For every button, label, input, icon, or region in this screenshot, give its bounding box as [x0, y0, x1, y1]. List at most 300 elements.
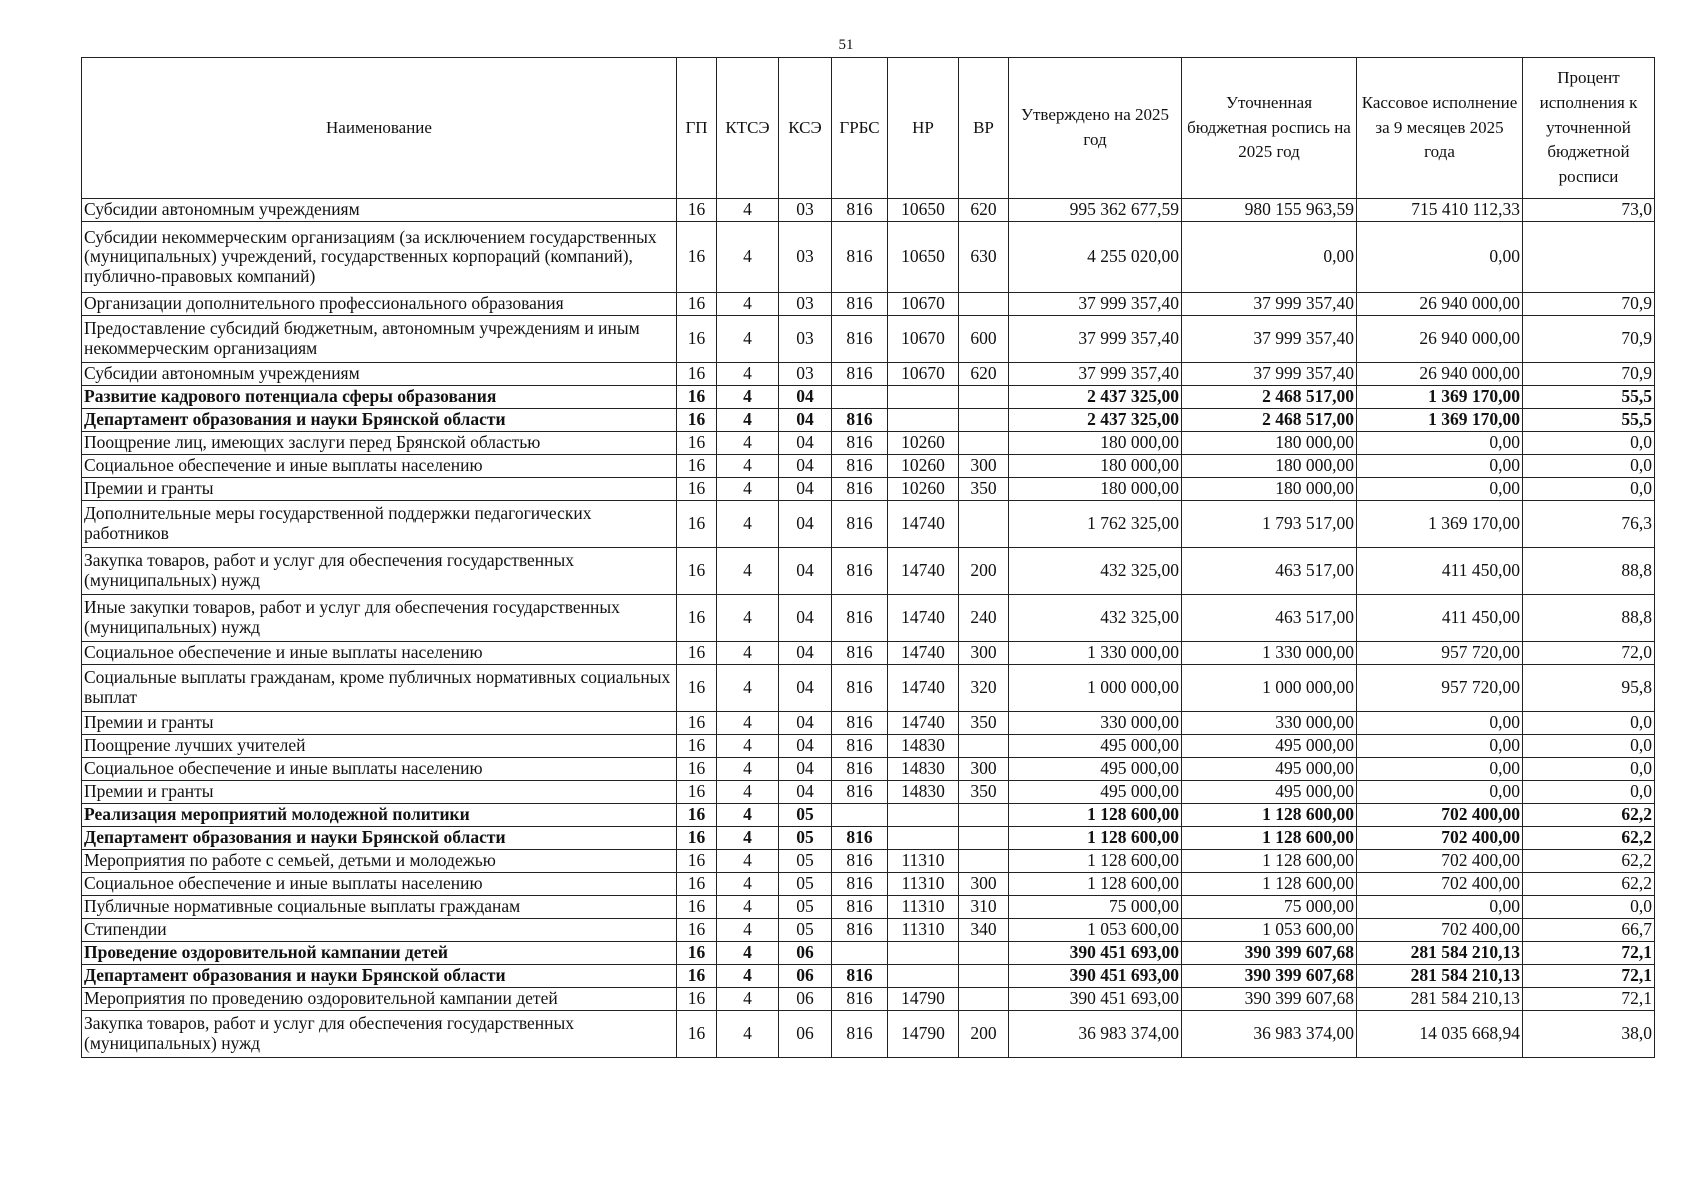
- cell-kse: 06: [779, 965, 832, 988]
- cell-kse: 05: [779, 804, 832, 827]
- cell-grbs: [832, 804, 888, 827]
- cell-nr: [888, 827, 959, 850]
- cell-kse: 04: [779, 548, 832, 595]
- cell-approved: 495 000,00: [1009, 758, 1182, 781]
- cell-gp: 16: [677, 199, 717, 222]
- cell-grbs: 816: [832, 363, 888, 386]
- table-row: [82, 501, 1655, 548]
- cell-name: Закупка товаров, работ и услуг для обеспечения государственных (муниципальных) нужд: [82, 1011, 677, 1058]
- cell-nr: 10260: [888, 432, 959, 455]
- cell-cash: 0,00: [1357, 712, 1523, 735]
- cell-cash: 281 584 210,13: [1357, 965, 1523, 988]
- cell-percent: 0,0: [1523, 781, 1655, 804]
- cell-percent: 72,1: [1523, 942, 1655, 965]
- cell-refined: 390 399 607,68: [1182, 965, 1357, 988]
- cell-refined: 390 399 607,68: [1182, 942, 1357, 965]
- cell-approved: 495 000,00: [1009, 781, 1182, 804]
- cell-grbs: 816: [832, 316, 888, 363]
- cell-vr: [959, 432, 1009, 455]
- cell-gp: 16: [677, 386, 717, 409]
- cell-approved: 330 000,00: [1009, 712, 1182, 735]
- table-row: [82, 409, 1655, 432]
- header-refined: Уточненная бюджетная роспись на 2025 год: [1182, 58, 1357, 199]
- cell-nr: [888, 409, 959, 432]
- cell-percent: 55,5: [1523, 409, 1655, 432]
- cell-refined: 495 000,00: [1182, 781, 1357, 804]
- cell-gp: 16: [677, 942, 717, 965]
- table-row: [82, 665, 1655, 712]
- cell-nr: [888, 386, 959, 409]
- cell-cash: 0,00: [1357, 432, 1523, 455]
- cell-cash: 26 940 000,00: [1357, 363, 1523, 386]
- cell-vr: [959, 386, 1009, 409]
- cell-grbs: 816: [832, 293, 888, 316]
- cell-approved: 37 999 357,40: [1009, 363, 1182, 386]
- cell-approved: 2 437 325,00: [1009, 386, 1182, 409]
- cell-ktse: 4: [717, 942, 779, 965]
- cell-ktse: 4: [717, 758, 779, 781]
- cell-approved: 1 762 325,00: [1009, 501, 1182, 548]
- cell-nr: [888, 804, 959, 827]
- table-row: [82, 781, 1655, 804]
- cell-cash: 0,00: [1357, 735, 1523, 758]
- cell-cash: 957 720,00: [1357, 642, 1523, 665]
- cell-nr: [888, 942, 959, 965]
- cell-kse: 04: [779, 595, 832, 642]
- cell-percent: 0,0: [1523, 896, 1655, 919]
- cell-cash: 702 400,00: [1357, 873, 1523, 896]
- cell-grbs: 816: [832, 478, 888, 501]
- cell-ktse: 4: [717, 548, 779, 595]
- cell-approved: 390 451 693,00: [1009, 965, 1182, 988]
- cell-ktse: 4: [717, 316, 779, 363]
- cell-percent: 0,0: [1523, 712, 1655, 735]
- cell-nr: 14740: [888, 501, 959, 548]
- cell-ktse: 4: [717, 873, 779, 896]
- cell-vr: [959, 501, 1009, 548]
- cell-name: Мероприятия по работе с семьей, детьми и молодежью: [82, 850, 677, 873]
- cell-nr: 14830: [888, 781, 959, 804]
- cell-refined: 495 000,00: [1182, 758, 1357, 781]
- cell-cash: 0,00: [1357, 896, 1523, 919]
- cell-vr: 350: [959, 478, 1009, 501]
- cell-cash: 281 584 210,13: [1357, 942, 1523, 965]
- cell-percent: 0,0: [1523, 432, 1655, 455]
- cell-percent: 72,0: [1523, 642, 1655, 665]
- cell-kse: 05: [779, 896, 832, 919]
- cell-percent: 76,3: [1523, 501, 1655, 548]
- cell-approved: 1 128 600,00: [1009, 873, 1182, 896]
- cell-grbs: 816: [832, 896, 888, 919]
- cell-percent: 70,9: [1523, 363, 1655, 386]
- table-row: [82, 222, 1655, 293]
- cell-ktse: 4: [717, 432, 779, 455]
- table-row: [82, 942, 1655, 965]
- cell-ktse: 4: [717, 988, 779, 1011]
- cell-kse: 04: [779, 478, 832, 501]
- cell-nr: 14740: [888, 665, 959, 712]
- table-row: [82, 199, 1655, 222]
- cell-cash: 14 035 668,94: [1357, 1011, 1523, 1058]
- cell-kse: 04: [779, 758, 832, 781]
- cell-ktse: 4: [717, 712, 779, 735]
- cell-nr: 10670: [888, 363, 959, 386]
- cell-vr: [959, 988, 1009, 1011]
- table-body: [82, 199, 1655, 1058]
- cell-percent: 55,5: [1523, 386, 1655, 409]
- cell-percent: 88,8: [1523, 595, 1655, 642]
- cell-grbs: 816: [832, 827, 888, 850]
- cell-vr: 300: [959, 455, 1009, 478]
- cell-refined: 980 155 963,59: [1182, 199, 1357, 222]
- cell-name: Субсидии некоммерческим организациям (за исключением государственных (муниципальных) учреждений, государственных корпораций (компаний), публично-правовых компаний): [82, 222, 677, 293]
- cell-gp: 16: [677, 827, 717, 850]
- cell-percent: 62,2: [1523, 804, 1655, 827]
- table-row: [82, 896, 1655, 919]
- cell-name: Премии и гранты: [82, 478, 677, 501]
- cell-grbs: 816: [832, 988, 888, 1011]
- cell-gp: 16: [677, 222, 717, 293]
- cell-grbs: 816: [832, 199, 888, 222]
- cell-cash: 715 410 112,33: [1357, 199, 1523, 222]
- table-header: [82, 58, 1655, 199]
- cell-gp: 16: [677, 781, 717, 804]
- cell-kse: 03: [779, 293, 832, 316]
- cell-cash: 702 400,00: [1357, 827, 1523, 850]
- cell-grbs: [832, 386, 888, 409]
- cell-vr: 200: [959, 1011, 1009, 1058]
- cell-approved: 432 325,00: [1009, 595, 1182, 642]
- cell-percent: 66,7: [1523, 919, 1655, 942]
- cell-cash: 26 940 000,00: [1357, 316, 1523, 363]
- cell-nr: 14830: [888, 735, 959, 758]
- cell-vr: [959, 735, 1009, 758]
- cell-approved: 1 053 600,00: [1009, 919, 1182, 942]
- cell-grbs: 816: [832, 222, 888, 293]
- cell-refined: 180 000,00: [1182, 432, 1357, 455]
- cell-grbs: 816: [832, 781, 888, 804]
- cell-name: Социальные выплаты гражданам, кроме публичных нормативных социальных выплат: [82, 665, 677, 712]
- cell-refined: 1 128 600,00: [1182, 850, 1357, 873]
- cell-gp: 16: [677, 548, 717, 595]
- cell-nr: 14740: [888, 595, 959, 642]
- cell-percent: 88,8: [1523, 548, 1655, 595]
- cell-kse: 03: [779, 363, 832, 386]
- cell-ktse: 4: [717, 222, 779, 293]
- cell-name: Мероприятия по проведению оздоровительной кампании детей: [82, 988, 677, 1011]
- cell-percent: [1523, 222, 1655, 293]
- cell-refined: 463 517,00: [1182, 548, 1357, 595]
- cell-name: Департамент образования и науки Брянской области: [82, 827, 677, 850]
- cell-cash: 26 940 000,00: [1357, 293, 1523, 316]
- cell-ktse: 4: [717, 781, 779, 804]
- table-row: [82, 873, 1655, 896]
- cell-refined: 1 128 600,00: [1182, 827, 1357, 850]
- cell-kse: 04: [779, 735, 832, 758]
- cell-name: Департамент образования и науки Брянской области: [82, 409, 677, 432]
- cell-vr: 600: [959, 316, 1009, 363]
- cell-kse: 04: [779, 455, 832, 478]
- cell-approved: 4 255 020,00: [1009, 222, 1182, 293]
- cell-nr: 10670: [888, 293, 959, 316]
- cell-vr: 300: [959, 642, 1009, 665]
- table-row: [82, 827, 1655, 850]
- cell-vr: 310: [959, 896, 1009, 919]
- cell-vr: 200: [959, 548, 1009, 595]
- header-approved: Утверждено на 2025 год: [1009, 58, 1182, 199]
- cell-ktse: 4: [717, 455, 779, 478]
- cell-refined: 463 517,00: [1182, 595, 1357, 642]
- cell-name: Предоставление субсидий бюджетным, автономным учреждениям и иным некоммерческим организациям: [82, 316, 677, 363]
- cell-approved: 180 000,00: [1009, 432, 1182, 455]
- cell-ktse: 4: [717, 595, 779, 642]
- cell-nr: 11310: [888, 850, 959, 873]
- cell-approved: 36 983 374,00: [1009, 1011, 1182, 1058]
- cell-ktse: 4: [717, 1011, 779, 1058]
- cell-grbs: 816: [832, 873, 888, 896]
- table-row: [82, 386, 1655, 409]
- cell-nr: 11310: [888, 919, 959, 942]
- cell-refined: 1 128 600,00: [1182, 873, 1357, 896]
- cell-gp: 16: [677, 363, 717, 386]
- cell-ktse: 4: [717, 478, 779, 501]
- cell-nr: 14740: [888, 642, 959, 665]
- cell-refined: 37 999 357,40: [1182, 293, 1357, 316]
- cell-grbs: 816: [832, 1011, 888, 1058]
- cell-approved: 995 362 677,59: [1009, 199, 1182, 222]
- cell-name: Проведение оздоровительной кампании детей: [82, 942, 677, 965]
- cell-grbs: 816: [832, 409, 888, 432]
- cell-percent: 0,0: [1523, 735, 1655, 758]
- cell-cash: 702 400,00: [1357, 919, 1523, 942]
- cell-name: Организации дополнительного профессионального образования: [82, 293, 677, 316]
- cell-vr: [959, 850, 1009, 873]
- cell-grbs: [832, 942, 888, 965]
- cell-nr: 14830: [888, 758, 959, 781]
- cell-name: Развитие кадрового потенциала сферы образования: [82, 386, 677, 409]
- cell-refined: 36 983 374,00: [1182, 1011, 1357, 1058]
- cell-grbs: 816: [832, 501, 888, 548]
- cell-ktse: 4: [717, 363, 779, 386]
- cell-kse: 04: [779, 409, 832, 432]
- cell-vr: 320: [959, 665, 1009, 712]
- cell-refined: 0,00: [1182, 222, 1357, 293]
- cell-refined: 37 999 357,40: [1182, 363, 1357, 386]
- cell-percent: 62,2: [1523, 873, 1655, 896]
- cell-cash: 0,00: [1357, 781, 1523, 804]
- cell-grbs: 816: [832, 758, 888, 781]
- cell-approved: 390 451 693,00: [1009, 942, 1182, 965]
- cell-refined: 1 053 600,00: [1182, 919, 1357, 942]
- cell-percent: 0,0: [1523, 478, 1655, 501]
- cell-kse: 04: [779, 432, 832, 455]
- cell-gp: 16: [677, 432, 717, 455]
- cell-ktse: 4: [717, 919, 779, 942]
- table-row: [82, 316, 1655, 363]
- cell-vr: [959, 409, 1009, 432]
- cell-name: Реализация мероприятий молодежной политики: [82, 804, 677, 827]
- cell-name: Публичные нормативные социальные выплаты гражданам: [82, 896, 677, 919]
- cell-approved: 75 000,00: [1009, 896, 1182, 919]
- cell-percent: 0,0: [1523, 758, 1655, 781]
- cell-vr: [959, 804, 1009, 827]
- cell-vr: 300: [959, 758, 1009, 781]
- cell-grbs: 816: [832, 965, 888, 988]
- cell-vr: 240: [959, 595, 1009, 642]
- cell-cash: 0,00: [1357, 478, 1523, 501]
- cell-grbs: 816: [832, 455, 888, 478]
- table-row: [82, 432, 1655, 455]
- cell-ktse: 4: [717, 896, 779, 919]
- cell-gp: 16: [677, 850, 717, 873]
- cell-nr: 10650: [888, 222, 959, 293]
- cell-approved: 432 325,00: [1009, 548, 1182, 595]
- cell-approved: 1 330 000,00: [1009, 642, 1182, 665]
- cell-cash: 0,00: [1357, 758, 1523, 781]
- cell-gp: 16: [677, 409, 717, 432]
- cell-vr: 620: [959, 363, 1009, 386]
- cell-approved: 1 128 600,00: [1009, 804, 1182, 827]
- cell-kse: 05: [779, 873, 832, 896]
- cell-refined: 495 000,00: [1182, 735, 1357, 758]
- budget-execution-table: [81, 57, 1655, 1058]
- cell-ktse: 4: [717, 665, 779, 712]
- cell-kse: 04: [779, 501, 832, 548]
- page-number: 51: [838, 37, 854, 53]
- cell-grbs: 816: [832, 850, 888, 873]
- cell-cash: 702 400,00: [1357, 804, 1523, 827]
- cell-kse: 04: [779, 665, 832, 712]
- cell-cash: 281 584 210,13: [1357, 988, 1523, 1011]
- cell-ktse: 4: [717, 735, 779, 758]
- cell-nr: 10260: [888, 455, 959, 478]
- cell-ktse: 4: [717, 965, 779, 988]
- cell-approved: 37 999 357,40: [1009, 293, 1182, 316]
- cell-percent: 72,1: [1523, 965, 1655, 988]
- header-ktse: КТСЭ: [717, 58, 779, 199]
- table-row: [82, 712, 1655, 735]
- cell-percent: 70,9: [1523, 293, 1655, 316]
- cell-refined: 180 000,00: [1182, 478, 1357, 501]
- cell-nr: 14740: [888, 712, 959, 735]
- cell-refined: 330 000,00: [1182, 712, 1357, 735]
- cell-approved: 37 999 357,40: [1009, 316, 1182, 363]
- cell-ktse: 4: [717, 386, 779, 409]
- cell-gp: 16: [677, 478, 717, 501]
- cell-percent: 62,2: [1523, 827, 1655, 850]
- cell-grbs: 816: [832, 919, 888, 942]
- cell-percent: 72,1: [1523, 988, 1655, 1011]
- cell-nr: [888, 965, 959, 988]
- cell-name: Социальное обеспечение и иные выплаты населению: [82, 455, 677, 478]
- cell-refined: 390 399 607,68: [1182, 988, 1357, 1011]
- table-row: [82, 850, 1655, 873]
- cell-name: Субсидии автономным учреждениям: [82, 363, 677, 386]
- cell-refined: 1 000 000,00: [1182, 665, 1357, 712]
- cell-name: Стипендии: [82, 919, 677, 942]
- cell-name: Поощрение лучших учителей: [82, 735, 677, 758]
- cell-vr: 620: [959, 199, 1009, 222]
- cell-approved: 180 000,00: [1009, 455, 1182, 478]
- cell-gp: 16: [677, 595, 717, 642]
- cell-cash: 702 400,00: [1357, 850, 1523, 873]
- cell-gp: 16: [677, 965, 717, 988]
- cell-cash: 1 369 170,00: [1357, 409, 1523, 432]
- cell-ktse: 4: [717, 501, 779, 548]
- cell-approved: 495 000,00: [1009, 735, 1182, 758]
- cell-grbs: 816: [832, 665, 888, 712]
- cell-vr: [959, 293, 1009, 316]
- cell-cash: 0,00: [1357, 455, 1523, 478]
- cell-kse: 06: [779, 1011, 832, 1058]
- cell-nr: 14790: [888, 1011, 959, 1058]
- cell-gp: 16: [677, 804, 717, 827]
- cell-name: Социальное обеспечение и иные выплаты населению: [82, 758, 677, 781]
- cell-refined: 1 330 000,00: [1182, 642, 1357, 665]
- cell-percent: 0,0: [1523, 455, 1655, 478]
- cell-ktse: 4: [717, 804, 779, 827]
- cell-vr: [959, 942, 1009, 965]
- cell-refined: 2 468 517,00: [1182, 409, 1357, 432]
- cell-refined: 37 999 357,40: [1182, 316, 1357, 363]
- cell-approved: 1 000 000,00: [1009, 665, 1182, 712]
- table-row: [82, 758, 1655, 781]
- cell-refined: 75 000,00: [1182, 896, 1357, 919]
- cell-vr: 340: [959, 919, 1009, 942]
- cell-grbs: 816: [832, 432, 888, 455]
- header-kse: КСЭ: [779, 58, 832, 199]
- cell-ktse: 4: [717, 293, 779, 316]
- cell-gp: 16: [677, 455, 717, 478]
- cell-name: Иные закупки товаров, работ и услуг для обеспечения государственных (муниципальных) нужд: [82, 595, 677, 642]
- cell-vr: [959, 827, 1009, 850]
- cell-refined: 180 000,00: [1182, 455, 1357, 478]
- cell-ktse: 4: [717, 827, 779, 850]
- table-row: [82, 804, 1655, 827]
- cell-kse: 06: [779, 942, 832, 965]
- cell-gp: 16: [677, 1011, 717, 1058]
- header-percent: Процент исполнения к уточненной бюджетной росписи: [1523, 58, 1655, 199]
- table-row: [82, 478, 1655, 501]
- cell-gp: 16: [677, 988, 717, 1011]
- cell-name: Социальное обеспечение и иные выплаты населению: [82, 642, 677, 665]
- cell-grbs: 816: [832, 548, 888, 595]
- cell-gp: 16: [677, 735, 717, 758]
- cell-ktse: 4: [717, 199, 779, 222]
- cell-percent: 95,8: [1523, 665, 1655, 712]
- cell-vr: 300: [959, 873, 1009, 896]
- cell-gp: 16: [677, 642, 717, 665]
- cell-name: Закупка товаров, работ и услуг для обеспечения государственных (муниципальных) нужд: [82, 548, 677, 595]
- cell-kse: 05: [779, 827, 832, 850]
- table-row: [82, 735, 1655, 758]
- cell-approved: 180 000,00: [1009, 478, 1182, 501]
- table-row: [82, 293, 1655, 316]
- header-name: Наименование: [82, 58, 677, 199]
- cell-nr: 10650: [888, 199, 959, 222]
- cell-name: Департамент образования и науки Брянской области: [82, 965, 677, 988]
- header-nr: НР: [888, 58, 959, 199]
- cell-approved: 1 128 600,00: [1009, 850, 1182, 873]
- cell-name: Поощрение лиц, имеющих заслуги перед Брянской областью: [82, 432, 677, 455]
- cell-nr: 11310: [888, 896, 959, 919]
- cell-approved: 2 437 325,00: [1009, 409, 1182, 432]
- cell-grbs: 816: [832, 642, 888, 665]
- cell-refined: 1 128 600,00: [1182, 804, 1357, 827]
- header-grbs: ГРБС: [832, 58, 888, 199]
- cell-gp: 16: [677, 293, 717, 316]
- cell-gp: 16: [677, 665, 717, 712]
